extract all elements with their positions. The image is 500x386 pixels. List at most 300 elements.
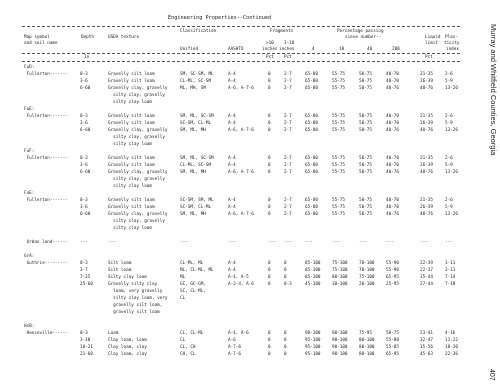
map-symbol-cell: Fullerton------- [24, 114, 68, 119]
fragments-gt10-cell: 0 [268, 268, 271, 273]
plasticity-index-cell: 5-9 [445, 79, 453, 84]
sieve-200-cell: 40-70 [386, 198, 399, 203]
sieve-4-cell: 65-80 [305, 198, 318, 203]
usda-texture-cell: Gravelly silt loam [108, 121, 155, 126]
table-row [22, 198, 460, 204]
fragments-gt10-cell: 0 [268, 121, 271, 126]
usda-texture-cell: silty clay loam [108, 184, 152, 189]
table-row [22, 156, 460, 162]
header-sieve-number: sieve number-- [345, 35, 382, 40]
sieve-200-cell: 55-90 [386, 261, 399, 266]
usda-texture-cell: Clay loam, clay [108, 352, 147, 357]
plasticity-index-cell: 4-16 [445, 331, 456, 336]
fragments-3-10-cell: 0 [284, 331, 287, 336]
sieve-4-cell: 65-80 [305, 170, 318, 175]
page-number: 407 [488, 369, 495, 381]
unified-cell: CL-ML, ML [180, 261, 204, 266]
usda-texture-cell: Gravelly silt loam [108, 205, 155, 210]
map-symbol-cell: Fullerton------- [24, 198, 68, 203]
sieve-4-cell: 65-80 [305, 114, 318, 119]
fragments-gt10-cell: 0 [268, 212, 271, 217]
usda-texture-cell: Silty clay loam [108, 275, 147, 280]
table-row [22, 268, 460, 274]
usda-texture-cell: Gravelly silt loam [108, 163, 155, 168]
liquid-limit-cell: 40-76 [420, 212, 433, 217]
table-row [22, 247, 460, 253]
table-row [22, 114, 460, 120]
sieve-4-cell: 85-100 [305, 261, 321, 266]
plasticity-index-cell: 5-9 [445, 163, 453, 168]
header-map-symbol: Map symbol [24, 35, 50, 40]
aashto-cell: A-6, A-7-6 [228, 86, 254, 91]
sieve-10-cell: 90-100 [332, 331, 348, 336]
map-symbol-cell: FuD: [24, 65, 35, 70]
sieve-10-cell: 55-75 [332, 163, 345, 168]
sieve-40-cell: 50-75 [359, 212, 372, 217]
unified-cell: SM, ML, MH [180, 212, 206, 217]
liquid-limit-cell: 22-37 [420, 268, 433, 273]
header-3-10: 3-10 [284, 41, 295, 46]
sieve-200-cell: 50-75 [386, 331, 399, 336]
fragments-gt10-cell: 0 [268, 331, 271, 336]
sieve-10-cell: 55-75 [332, 114, 345, 119]
liquid-limit-cell: 40-76 [420, 128, 433, 133]
sieve-200-cell: 40-76 [386, 128, 399, 133]
liquid-limit-cell: 26-39 [420, 121, 433, 126]
sieve-200-cell: 40-76 [386, 212, 399, 217]
liquid-limit-cell: 21-35 [420, 72, 433, 77]
usda-texture-cell: Gravelly silt loam [108, 198, 155, 203]
header-unit-pct-3: Pct [425, 55, 433, 60]
unified-cell: SC-SM, CL-ML [180, 205, 212, 210]
depth-cell: 0-3 [80, 72, 88, 77]
table-row [22, 254, 460, 260]
sieve-200-cell: 40-70 [386, 205, 399, 210]
depth-cell: --- [80, 240, 88, 245]
unified-cell: ML [180, 275, 186, 280]
usda-texture-cell: Gravelly clay, gravelly [108, 212, 168, 217]
sieve-4-cell: 95-100 [305, 352, 321, 357]
liquid-limit-cell: --- [420, 240, 428, 245]
map-symbol-cell: FuE: [24, 107, 35, 112]
map-symbol-cell: Guthrie--------- [24, 261, 68, 266]
unified-cell: SC, CL-ML, [180, 289, 206, 294]
depth-cell: 0-3 [80, 198, 88, 203]
table-row [22, 135, 460, 141]
header-unit-in: In [84, 55, 90, 60]
liquid-limit-cell: 40-76 [420, 170, 433, 175]
table-row [22, 303, 460, 309]
usda-texture-cell: Gravelly clay, gravelly [108, 170, 168, 175]
fragments-gt10-cell: 0 [268, 128, 271, 133]
header-bottom-rule [22, 61, 460, 62]
table-row [22, 331, 460, 337]
aashto-cell: A-4 [228, 114, 236, 119]
header-index: index [446, 47, 459, 52]
fragments-3-10-cell: --- [284, 240, 292, 245]
sieve-200-cell: 40-70 [386, 121, 399, 126]
depth-cell: 6-60 [80, 170, 91, 175]
usda-texture-cell: Gravelly silt loam [108, 156, 155, 161]
sieve-40-cell: 50-75 [359, 121, 372, 126]
table-row [22, 289, 460, 295]
sieve-4-cell: 65-80 [305, 212, 318, 217]
liquid-limit-cell: 21-35 [420, 156, 433, 161]
map-symbol-cell: FuF: [24, 149, 35, 154]
fragments-3-10-cell: 2-7 [284, 72, 292, 77]
aashto-cell: A-4, A-6 [228, 331, 249, 336]
liquid-limit-cell: 26-39 [420, 163, 433, 168]
table-row [22, 128, 460, 134]
usda-texture-cell: Gravelly silt loam [108, 79, 155, 84]
header-sieve-40: 40 [367, 47, 373, 52]
sieve-4-cell: 65-80 [305, 156, 318, 161]
header-inches-1: inches [262, 47, 278, 52]
usda-texture-cell: silty clay, gravelly [108, 219, 165, 224]
fragments-gt10-cell: 0 [268, 170, 271, 175]
plasticity-index-cell: 2-6 [445, 198, 453, 203]
usda-texture-cell: Clay loam, loam [108, 338, 147, 343]
fragments-3-10-cell: 2-7 [284, 212, 292, 217]
usda-texture-cell: gravelly silt loam, [108, 303, 163, 308]
header-ticity: ticity [444, 41, 460, 46]
table-row [22, 275, 460, 281]
map-symbol-cell: GrA: [24, 254, 35, 259]
sieve-40-cell: 50-75 [359, 205, 372, 210]
table-row [22, 296, 460, 302]
fragments-gt10-cell: 0 [268, 72, 271, 77]
table-row [22, 79, 460, 85]
plasticity-index-cell: 7-14 [445, 275, 456, 280]
table-row [22, 177, 460, 183]
fragments-3-10-cell: 0 [284, 275, 287, 280]
map-symbol-cell: Urban land------ [24, 240, 68, 245]
header-unit-pct-2: Pct [284, 55, 292, 60]
sieve-200-cell: 55-80 [386, 338, 399, 343]
sieve-10-cell: 55-75 [332, 198, 345, 203]
sieve-40-cell: 75-95 [359, 331, 372, 336]
sieve-40-cell: 80-100 [359, 338, 375, 343]
unified-cell: GC, GC-GM, [180, 282, 206, 287]
fragments-3-10-cell: 0-3 [284, 282, 292, 287]
table-row [22, 345, 460, 351]
depth-cell: 6-60 [80, 86, 91, 91]
plasticity-index-cell: 22-36 [445, 352, 458, 357]
unified-cell: CL [180, 338, 186, 343]
usda-texture-cell: Clay loam, clay [108, 345, 147, 350]
side-running-title: Murray and Whitfield Counties, Georgia [489, 24, 498, 156]
depth-cell: 3-6 [80, 121, 88, 126]
table-row [22, 191, 460, 197]
table-row [22, 149, 460, 155]
liquid-limit-cell: 35-44 [420, 275, 433, 280]
header-percentage-passing: Percentage passing [337, 29, 384, 34]
sieve-10-cell: 75-100 [332, 268, 348, 273]
header-liquid: Liquid [425, 35, 441, 40]
map-symbol-cell: Fullerton------- [24, 156, 68, 161]
usda-texture-cell: silty clay, gravelly [108, 93, 165, 98]
unified-cell: ML, MH, SM [180, 86, 206, 91]
plasticity-index-cell: 11-22 [445, 338, 458, 343]
table-row [22, 72, 460, 78]
usda-texture-cell: Gravelly silt loam [108, 114, 155, 119]
table-row [22, 142, 460, 148]
sieve-10-cell: 55-75 [332, 212, 345, 217]
sieve-40-cell: 50-75 [359, 79, 372, 84]
plasticity-index-cell: 13-26 [445, 128, 458, 133]
sieve-4-cell: --- [305, 240, 313, 245]
table-row [22, 352, 460, 358]
plasticity-index-cell: --- [445, 240, 453, 245]
plasticity-index-cell: 3-11 [445, 261, 456, 266]
sieve-200-cell: 25-95 [386, 282, 399, 287]
fragments-gt10-cell: 0 [268, 261, 271, 266]
table-row [22, 170, 460, 176]
header-sieve-10: 10 [339, 47, 345, 52]
unified-cell: CL, CL-ML [180, 331, 204, 336]
header-classification: Classification [180, 29, 217, 34]
usda-texture-cell: loam, very gravelly [108, 289, 163, 294]
usda-texture-cell: silty clay loam, very [108, 296, 168, 301]
sieve-200-cell: 65-95 [386, 275, 399, 280]
fragments-gt10-cell: 0 [268, 163, 271, 168]
sieve-200-cell: 55-90 [386, 268, 399, 273]
sieve-200-cell: 40-70 [386, 156, 399, 161]
sieve-10-cell: 55-75 [332, 156, 345, 161]
liquid-limit-cell: 21-35 [420, 198, 433, 203]
fragments-3-10-cell: 2-7 [284, 163, 292, 168]
fragments-3-10-cell: 2-7 [284, 86, 292, 91]
liquid-limit-cell: 22-39 [420, 261, 433, 266]
sieve-4-cell: 90-100 [305, 331, 321, 336]
header-plas: Plas- [445, 35, 458, 40]
fragments-gt10-cell: 0 [268, 338, 271, 343]
usda-texture-cell: Silt loam [108, 268, 132, 273]
aashto-cell: A-4, A-5 [228, 275, 249, 280]
sieve-200-cell: --- [386, 240, 394, 245]
sieve-4-cell: 65-80 [305, 79, 318, 84]
table-row [22, 121, 460, 127]
sieve-10-cell: 90-100 [332, 352, 348, 357]
table-row [22, 184, 460, 190]
unified-cell: ML, CL-ML, ML [180, 268, 214, 273]
sieve-4-cell: 85-100 [305, 268, 321, 273]
sieve-4-cell: 65-80 [305, 72, 318, 77]
usda-texture-cell: Silt loam [108, 261, 132, 266]
page-title: Engineering Properties--Continued [168, 15, 272, 21]
usda-texture-cell: --- [108, 240, 116, 245]
fragments-3-10-cell: 2-7 [284, 114, 292, 119]
depth-cell: 3-7 [80, 268, 88, 273]
liquid-limit-cell: 26-39 [420, 79, 433, 84]
liquid-limit-cell: 32-47 [420, 338, 433, 343]
fragments-3-10-cell: 2-7 [284, 170, 292, 175]
liquid-limit-cell: 45-63 [420, 352, 433, 357]
usda-texture-cell: Loam [108, 331, 119, 336]
sieve-40-cell: 50-75 [359, 72, 372, 77]
sieve-4-cell: 95-100 [305, 345, 321, 350]
header-sieve-200: 200 [392, 47, 400, 52]
table-row [22, 324, 460, 330]
plasticity-index-cell: 13-26 [445, 212, 458, 217]
table-row [22, 338, 460, 344]
sieve-40-cell: 80-100 [359, 345, 375, 350]
sieve-10-cell: 55-75 [332, 170, 345, 175]
fragments-gt10-cell: 0 [268, 352, 271, 357]
header-inches-2: inches [279, 47, 295, 52]
fragments-3-10-cell: 2-7 [284, 205, 292, 210]
sieve-200-cell: 40-76 [386, 170, 399, 175]
fragments-3-10-cell: 0 [284, 352, 287, 357]
header-unified: Unified [180, 47, 199, 52]
sieve-200-cell: 65-95 [386, 352, 399, 357]
sieve-4-cell: 65-80 [305, 163, 318, 168]
header-fragments: Fragments [270, 29, 294, 34]
liquid-limit-cell: 21-35 [420, 114, 433, 119]
plasticity-index-cell: 5-9 [445, 121, 453, 126]
table-row [22, 163, 460, 169]
table-row [22, 226, 460, 232]
sieve-10-cell: 90-100 [332, 338, 348, 343]
fragments-gt10-cell: 0 [268, 86, 271, 91]
sieve-40-cell: 50-75 [359, 86, 372, 91]
aashto-cell: A-4 [228, 72, 236, 77]
sieve-200-cell: 40-70 [386, 79, 399, 84]
fragments-3-10-cell: 2-7 [284, 79, 292, 84]
fragments-gt10-cell: --- [268, 240, 276, 245]
fragments-gt10-cell: 0 [268, 114, 271, 119]
depth-cell: 3-10 [80, 338, 91, 343]
usda-texture-cell: silty clay loam [108, 100, 152, 105]
liquid-limit-cell: 40-76 [420, 86, 433, 91]
sieve-10-cell: 55-75 [332, 72, 345, 77]
fragments-gt10-cell: 0 [268, 198, 271, 203]
unified-cell: CL-ML, SC-SM [180, 163, 212, 168]
aashto-cell: --- [228, 240, 236, 245]
plasticity-index-cell: 13-26 [445, 86, 458, 91]
fragments-gt10-cell: 0 [268, 156, 271, 161]
unified-cell: SM, ML, MH [180, 128, 206, 133]
depth-cell: 3-6 [80, 79, 88, 84]
sieve-4-cell: 65-80 [305, 205, 318, 210]
aashto-cell: A-4 [228, 198, 236, 203]
unified-cell: SC-SM, CL-ML [180, 121, 212, 126]
table-row [22, 261, 460, 267]
usda-texture-cell: Gravelly clay, gravelly [108, 86, 168, 91]
sieve-4-cell: 95-100 [305, 338, 321, 343]
aashto-cell: A-4 [228, 156, 236, 161]
table-row [22, 107, 460, 113]
plasticity-index-cell: 3-11 [445, 268, 456, 273]
depth-cell: 10-21 [80, 345, 93, 350]
aashto-cell: A-4 [228, 163, 236, 168]
header-gt10: >10 [266, 41, 274, 46]
plasticity-index-cell: 18-30 [445, 345, 458, 350]
depth-cell: 0-3 [80, 331, 88, 336]
fragments-gt10-cell: 0 [268, 205, 271, 210]
sieve-4-cell: 65-80 [305, 121, 318, 126]
depth-cell: 3-6 [80, 163, 88, 168]
depth-cell: 0-3 [80, 156, 88, 161]
sieve-4-cell: 45-100 [305, 282, 321, 287]
header-aashto: AASHTO [228, 47, 244, 52]
fragments-3-10-cell: 2-7 [284, 156, 292, 161]
unified-cell: SM, ML, SC-SM [180, 156, 214, 161]
usda-texture-cell: silty clay, gravelly [108, 135, 165, 140]
aashto-cell: A-4 [228, 121, 236, 126]
aashto-cell: A-4 [228, 261, 236, 266]
sieve-4-cell: 85-100 [305, 275, 321, 280]
header-depth: Depth [81, 35, 94, 40]
plasticity-index-cell: 7-18 [445, 282, 456, 287]
plasticity-index-cell: 2-6 [445, 156, 453, 161]
liquid-limit-cell: 23-41 [420, 331, 433, 336]
aashto-cell: A-4 [228, 268, 236, 273]
aashto-cell: A-6, A-7-6 [228, 170, 254, 175]
fragments-3-10-cell: 0 [284, 345, 287, 350]
header-and-soil-name: and soil name [24, 41, 58, 46]
usda-texture-cell: gravelly silt loam [108, 310, 160, 315]
liquid-limit-cell: 27-44 [420, 282, 433, 287]
depth-cell: 21-60 [80, 352, 93, 357]
sieve-200-cell: 40-70 [386, 163, 399, 168]
sieve-10-cell: 55-75 [332, 205, 345, 210]
sieve-40-cell: 50-75 [359, 163, 372, 168]
usda-texture-cell: silty clay, gravelly [108, 177, 165, 182]
aashto-cell: A-2-4, A-6 [228, 282, 254, 287]
sieve-40-cell: 50-75 [359, 114, 372, 119]
unified-cell: CH, CL [180, 352, 196, 357]
top-rule [22, 26, 460, 27]
fragments-3-10-cell: 2-7 [284, 128, 292, 133]
aashto-cell: A-6, A-7-6 [228, 212, 254, 217]
depth-cell: 0-3 [80, 261, 88, 266]
fragments-3-10-cell: 2-7 [284, 198, 292, 203]
table-row [22, 100, 460, 106]
sieve-10-cell: 90-100 [332, 345, 348, 350]
depth-cell: 7-25 [80, 275, 91, 280]
plasticity-index-cell: 2-6 [445, 114, 453, 119]
sieve-10-cell: 80-100 [332, 275, 348, 280]
sieve-40-cell: --- [359, 240, 367, 245]
unified-cell: SM, SC-SM, ML [180, 72, 214, 77]
table-row [22, 93, 460, 99]
header-limit: limit [425, 41, 438, 46]
unified-cell: SC-SM, SM, ML [180, 198, 214, 203]
fragments-gt10-cell: 0 [268, 345, 271, 350]
unified-cell: SM, ML, SC-SM [180, 114, 214, 119]
plasticity-index-cell: 5-9 [445, 205, 453, 210]
plasticity-index-cell: 13-26 [445, 170, 458, 175]
fragments-3-10-cell: 0 [284, 338, 287, 343]
fragments-gt10-cell: 0 [268, 79, 271, 84]
header-usda-texture: USDA texture [108, 35, 140, 40]
sieve-10-cell: 55-75 [332, 79, 345, 84]
sieve-10-cell: 75-100 [332, 261, 348, 266]
aashto-cell: A-6 [228, 338, 236, 343]
sieve-40-cell: 50-75 [359, 156, 372, 161]
fragments-3-10-cell: 0 [284, 261, 287, 266]
header-sieve-4: 4 [312, 47, 315, 52]
depth-cell: 3-6 [80, 205, 88, 210]
sieve-4-cell: 65-80 [305, 128, 318, 133]
usda-texture-cell: Gravelly clay, gravelly [108, 128, 168, 133]
sieve-200-cell: 40-76 [386, 86, 399, 91]
depth-cell: 6-60 [80, 128, 91, 133]
table-row [22, 310, 460, 316]
sieve-10-cell: 55-75 [332, 128, 345, 133]
header-unit-pct-1: Pct [266, 55, 274, 60]
